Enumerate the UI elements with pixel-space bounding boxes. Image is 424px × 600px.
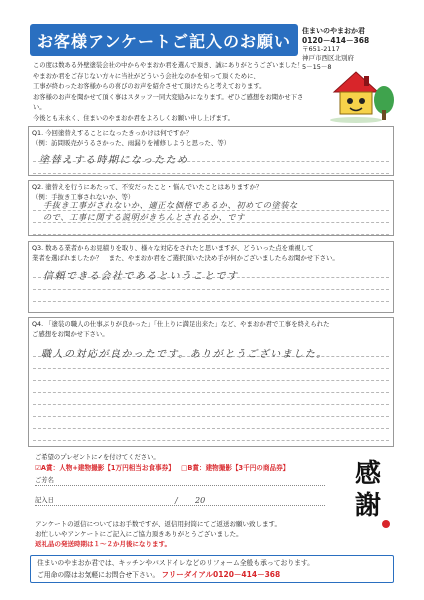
answer-2-line-1: 手抜き工事がされないか、適正な価格であるか、初めての塗装な <box>43 200 298 210</box>
question-2-text: Q2. 塗替えを行うにあたって、不安だったこと・悩んでいたことはありますか？ <box>32 183 263 191</box>
intro-line-4: お客様のお声を聞かせて頂く事はスタッフ一同大変励みになります。ぜひご感想をお聞かせ下さい。 <box>33 93 304 112</box>
intro-line-1: この度は数ある外壁塗装会社の中からやまおか君を選んで頂き、誠にありがとうございました！ <box>33 62 304 69</box>
company-address-1: 神戸市西区北別府 <box>302 54 354 62</box>
question-block-2 <box>28 180 394 236</box>
intro-text <box>33 61 305 125</box>
question-block-1 <box>28 126 394 176</box>
present-options <box>35 462 293 472</box>
question-2-example: （例：手抜き工事されないか、等） <box>32 193 135 202</box>
survey-title-banner <box>30 24 298 56</box>
bottom-line-1: 住まいのやまおか君では、キッチンやバスドイレなどのリフォーム全般も承っております。 <box>37 559 314 567</box>
thanks-char-2: 謝 <box>354 491 381 521</box>
name-label: ご芳名 <box>35 477 54 484</box>
footer-line-2: お忙しいやアンケートにご記入にご協力頂きありがとうございました。 <box>35 530 243 538</box>
footer-line-3: 返礼品の発送時期は１～２か月後になります。 <box>35 540 171 548</box>
seal-stamp <box>382 520 390 528</box>
present-title: ご希望のプレゼントに✓を付けてください。 <box>35 454 160 461</box>
question-block-4 <box>28 317 394 447</box>
answer-2-line-2: ので、工事に関する説明がきちんとされるか、です <box>43 212 245 222</box>
question-3-text: Q3. 数ある業者からお見積りを取り、様々な対応をされたと思いますが、どういった点を重視して <box>32 244 314 252</box>
survey-title: お客様アンケートご記入のお願い <box>36 31 292 51</box>
answer-3: 信頼できる会社であるということです <box>43 271 239 282</box>
free-dial-number[interactable]: フリーダイアル0120－414－368 <box>161 570 281 579</box>
answer-1: 塗替えする時期になったため <box>39 155 189 166</box>
date-row <box>35 494 325 506</box>
footer-notes <box>35 519 345 549</box>
bottom-info-box <box>30 555 394 583</box>
thanks-char-1: 感 <box>354 459 381 489</box>
question-1-example: （例：訪問販売がうるさかった、雨漏りを補修しようと思った、等） <box>32 139 231 148</box>
date-label: 記入日 <box>35 497 54 504</box>
company-address-2: 5－15－8 <box>302 63 332 71</box>
company-tel: 0120－414－368 <box>302 36 370 45</box>
date-value[interactable]: / <box>175 496 178 505</box>
bottom-line-2: ご用命の際はお気軽にお問合せ下さい。 <box>37 571 160 579</box>
intro-line-5: 今後とも末永く、住まいのやまおか君をよろしくお願い申し上げます。 <box>33 114 234 122</box>
company-postal: 〒651-2117 <box>302 45 340 53</box>
present-option-b[interactable]: □B賞：建物撮影【3千円の商品券】 <box>181 464 290 472</box>
question-3-example: 業者を選ばれましたか？ また、やまおか君をご選択頂いた決め手が何かございましたらお聞かせ下さい。 <box>32 254 339 263</box>
question-block-3 <box>28 241 394 313</box>
present-option-a[interactable]: ☑A賞：人物+建物撮影【1万円相当お食事券】 <box>35 464 175 472</box>
mascot-illustration <box>326 64 398 126</box>
date-suffix: 20 <box>195 496 206 505</box>
thanks-calligraphy <box>343 458 393 522</box>
name-row <box>35 474 325 486</box>
intro-line-3: 工事が終わったお客様からの喜びのお声を紹介させて頂けたらと考えております。 <box>33 83 266 91</box>
question-4-text: Q4. 「塗装の職人の仕事ぶりが良かった」「仕上りに満足出来た」など、やまおか君で工事を終えられた <box>32 320 330 328</box>
answer-4: 職人の対応が良かったです。ありがとうございました。 <box>41 349 328 360</box>
question-4-example: ご感想をお聞かせ下さい。 <box>32 330 109 339</box>
question-1-text: Q1. 今回塗替えすることになったきっかけは何ですか？ <box>32 129 193 137</box>
intro-line-2: やまおか君をご存じない方々に当社がどういう会社なのかを知って頂くために、 <box>33 72 260 80</box>
footer-line-1: アンケートの返信についてはお手数ですが、返信用封筒にてご返送お願い致します。 <box>35 520 281 528</box>
company-name: 住まいのやまおか君 <box>302 27 365 35</box>
